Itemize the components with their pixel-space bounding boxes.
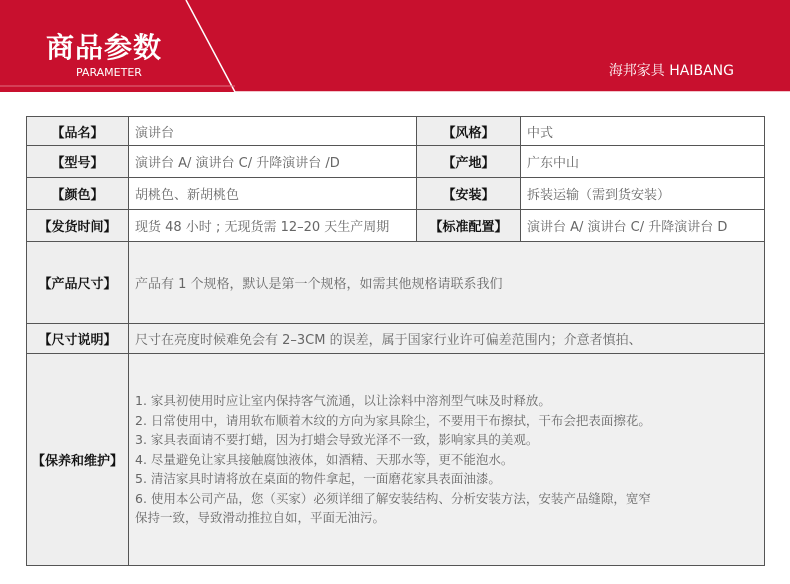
table-row <box>27 178 765 210</box>
table-row <box>27 146 765 178</box>
shipping-value: 现货 48 小时 ; 无现货需 12–20 天生产周期 <box>129 210 417 242</box>
brand-name: 海邦家具 HAIBANG <box>608 63 734 79</box>
care-item: 保持一致，导致滑动推拉自如，平面无油污。 <box>135 510 386 526</box>
table-row <box>27 210 765 242</box>
color-label: 【颜色】 <box>27 178 129 210</box>
model-label: 【型号】 <box>27 146 129 178</box>
size-label: 【产品尺寸】 <box>27 242 129 324</box>
table-row <box>27 117 765 146</box>
install-value: 拆装运输（需到货安装） <box>521 178 765 210</box>
install-label: 【安装】 <box>417 178 521 210</box>
table-row <box>27 324 765 354</box>
page-title: 商品参数 <box>46 31 163 64</box>
care-item: 4. 尽量避免让家具接触腐蚀液体，如酒精、天那水等，更不能泡水。 <box>135 451 514 467</box>
size-note-value: 尺寸在亮度时候难免会有 2–3CM 的误差，属于国家行业许可偏差范围内；介意者慎拍、 <box>129 324 765 354</box>
table-row <box>27 242 765 324</box>
care-item: 3. 家具表面请不要打蜡，因为打蜡会导致光泽不一致，影响家具的美观。 <box>135 432 539 448</box>
shipping-label: 【发货时间】 <box>27 210 129 242</box>
care-content <box>129 354 765 566</box>
name-label: 【品名】 <box>27 117 129 146</box>
page-subtitle: PARAMETER <box>76 66 142 79</box>
origin-label: 【产地】 <box>417 146 521 178</box>
standard-value: 演讲台 A/ 演讲台 C/ 升降演讲台 D <box>521 210 765 242</box>
name-value: 演讲台 <box>129 117 417 146</box>
care-label: 【保养和维护】 <box>27 354 129 566</box>
care-item: 6. 使用本公司产品，您（买家）必须详细了解安装结构、分析安装方法，安装产品缝隙，宽窄 <box>135 490 651 506</box>
care-list <box>135 391 764 528</box>
standard-label: 【标准配置】 <box>417 210 521 242</box>
care-item: 2. 日常使用中，请用软布顺着木纹的方向为家具除尘，不要用干布擦拭，干布会把表面擦花。 <box>135 412 651 428</box>
size-note-label: 【尺寸说明】 <box>27 324 129 354</box>
style-value: 中式 <box>521 117 765 146</box>
parameter-table <box>26 116 765 566</box>
origin-value: 广东中山 <box>521 146 765 178</box>
color-value: 胡桃色、新胡桃色 <box>129 178 417 210</box>
care-item: 1. 家具初使用时应让室内保持客气流通，以让涂料中溶剂型气味及时释放。 <box>135 392 551 408</box>
care-item: 5. 清洁家具时请将放在桌面的物件拿起，一面磨花家具表面油漆。 <box>135 471 501 487</box>
style-label: 【风格】 <box>417 117 521 146</box>
size-value: 产品有 1 个规格，默认是第一个规格，如需其他规格请联系我们 <box>129 242 765 324</box>
model-value: 演讲台 A/ 演讲台 C/ 升降演讲台 /D <box>129 146 417 178</box>
header-banner <box>0 0 790 92</box>
table-row <box>27 354 765 566</box>
